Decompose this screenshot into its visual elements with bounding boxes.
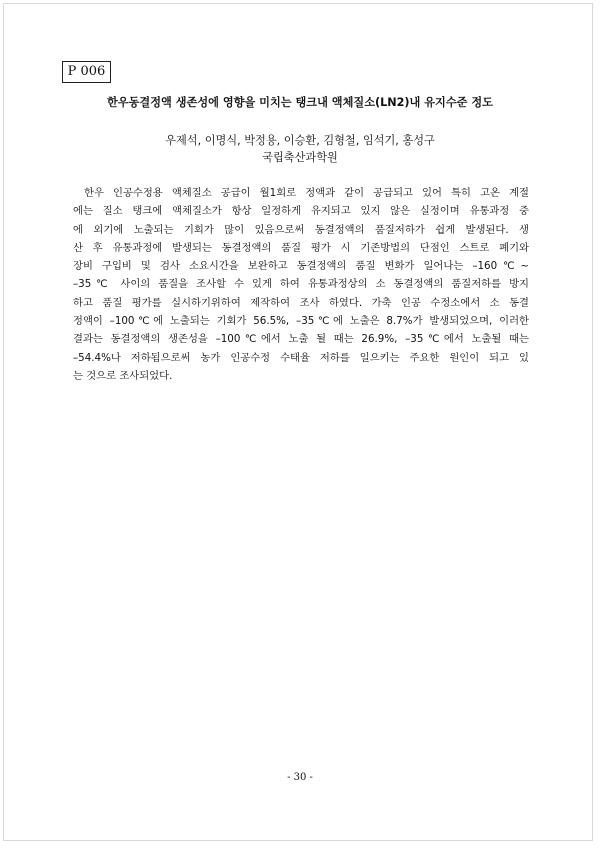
author-list: 우제석, 이명식, 박정용, 이승환, 김형철, 임석기, 홍성구 xyxy=(165,134,435,147)
paper-title: 한우동결정액 생존성에 영향을 미치는 탱크내 액체질소(LN2)내 유지수준 정도 xyxy=(107,96,493,109)
paper-code-box: P 006 xyxy=(62,61,111,83)
abstract-line: –35℃ 사이의 품질을 조사할 수 있게 하여 유통과정상의 소 동결정액의 품질저하를 방지 xyxy=(73,278,529,291)
affiliation: 국립축산과학원 xyxy=(262,151,338,164)
abstract-line: 하고 품질 평가를 실시하기위하여 제작하여 조사 하였다. 가축 인공 수정소에서 소 동결 xyxy=(73,296,529,309)
page-number: - 30 - xyxy=(287,772,313,783)
abstract-line: 는 것으로 조사되었다. xyxy=(73,369,173,382)
abstract-line: 산 후 유통과정에 발생되는 동결정액의 품질 평가 시 기존방법의 단점인 스트로 폐기와 xyxy=(73,241,529,254)
abstract-line: 에 외기에 노출되는 기회가 많이 있음으로써 동결정액의 품질저하가 쉽게 발생된다. 생 xyxy=(73,223,529,236)
abstract-line: 에는 질소 탱크에 액체질소가 항상 일정하게 유지되고 있지 않은 실정이며 유통과정 중 xyxy=(73,205,529,218)
abstract-line: 한우 인공수정용 액체질소 공급이 월1회로 정액과 같이 공급되고 있어 특히 고온 계절 xyxy=(84,187,529,199)
abstract-line: 정액이 –100℃에 노출되는 기회가 56.5%, –35℃에 노출은 8.7%가 발생되었으며, 이러한 xyxy=(73,315,529,328)
abstract-body xyxy=(73,184,529,385)
abstract-line: 장비 구입비 및 검사 소요시간을 보완하고 동결정액의 품질 변화가 일어나는 –160℃~ xyxy=(73,260,529,273)
abstract-line: 결과는 동결정액의 생존성을 –100℃에서 노출 될 때는 26.9%, –35℃에서 노출될 때는 xyxy=(73,333,529,346)
abstract-line: –54.4%나 저하됨으로써 농가 인공수정 수태율 저하를 일으키는 주요한 원인이 되고 있 xyxy=(73,351,529,364)
page-border xyxy=(3,3,593,841)
